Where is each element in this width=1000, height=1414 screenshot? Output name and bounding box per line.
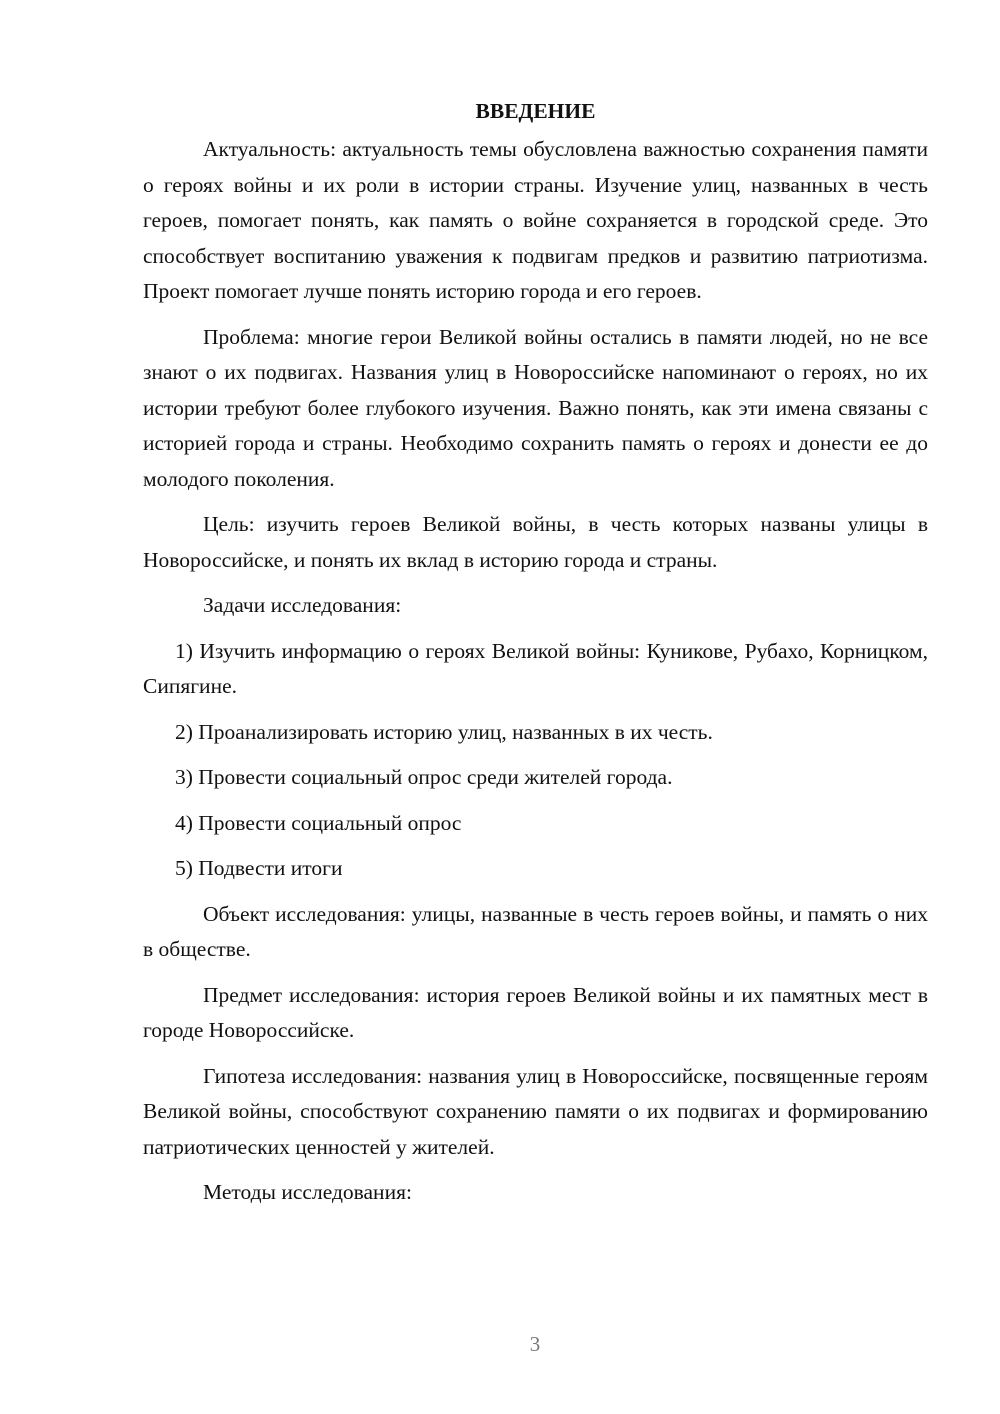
task-item-5: 5) Подвести итоги <box>175 856 343 880</box>
paragraph-relevance: Актуальность: актуальность темы обусловлена важностью сохранения памяти о героях войны и их роли в истории страны. Изучение улиц, названных в честь героев, помогает понять, как память о войне сохраняется в городской среде. Это способствует воспитанию уважения к подвигам предков и развитию патриотизма. Проект помогает лучше понять историю города и его героев. <box>143 137 928 303</box>
paragraph-methods-heading: Методы исследования: <box>203 1180 412 1204</box>
paragraph-hypothesis: Гипотеза исследования: названия улиц в Новороссийске, посвященные героям Великой войны, способствуют сохранению памяти о их подвигах и формированию патриотических ценностей у жителей. <box>143 1063 928 1159</box>
paragraph-object: Объект исследования: улицы, названные в честь героев войны, и память о них в обществе. <box>143 901 928 961</box>
paragraph-problem: Проблема: многие герои Великой войны остались в памяти людей, но не все знают о их подвигах. Названия улиц в Новороссийске напоминают о героях, но их истории требуют более глубокого изучения. Важно понять, как эти имена связаны с историей города и страны. Необходимо сохранить память о героях и донести ее до молодого поколения. <box>143 324 928 491</box>
task-item-1: 1) Изучить информацию о героях Великой войны: Куникове, Рубахо, Корницком, Сипягине. <box>143 638 928 698</box>
page-number: 3 <box>529 1332 541 1356</box>
task-item-4: 4) Провести социальный опрос <box>175 810 462 835</box>
task-item-3: 3) Провести социальный опрос среди жителей города. <box>175 765 673 789</box>
paragraph-goal: Цель: изучить героев Великой войны, в честь которых названы улицы в Новороссийске, и понять их вклад в историю города и страны. <box>143 512 928 572</box>
section-title: ВВЕДЕНИЕ <box>475 99 596 123</box>
paragraph-subject: Предмет исследования: история героев Великой войны и их памятных мест в городе Новороссийске. <box>143 982 928 1042</box>
document-page <box>143 92 928 1221</box>
task-item-2: 2) Проанализировать историю улиц, названных в их честь. <box>175 719 713 744</box>
paragraph-tasks-heading: Задачи исследования: <box>203 593 402 617</box>
